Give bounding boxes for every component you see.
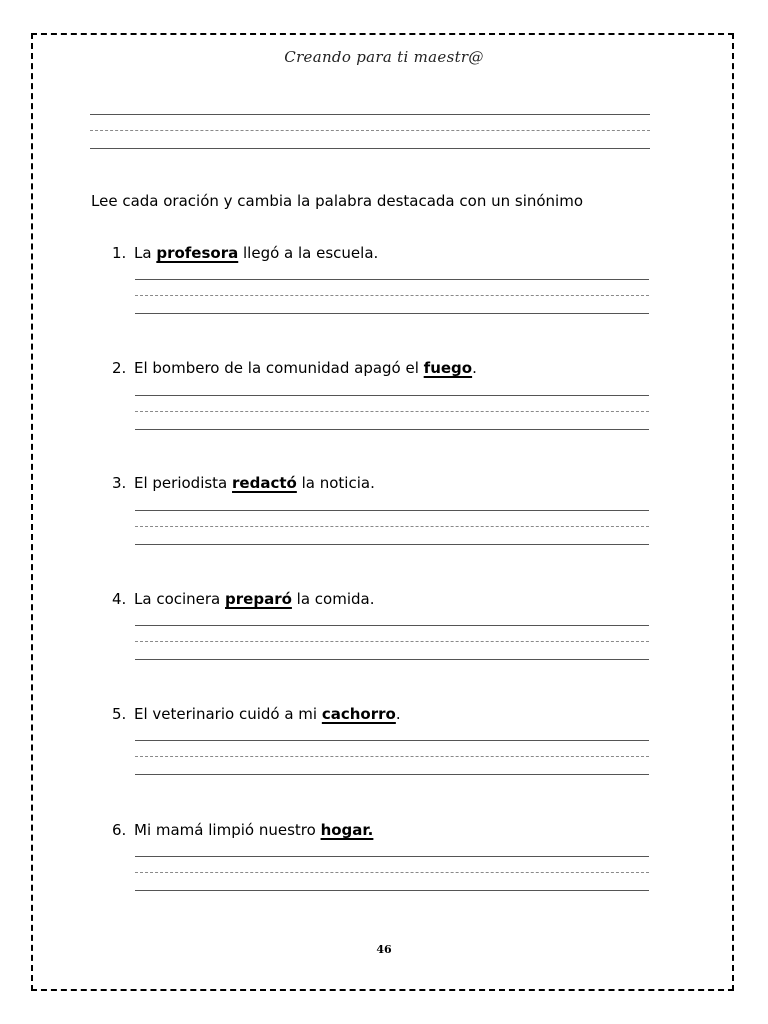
page-header: Creando para ti maestr@ <box>284 48 484 66</box>
sentence-before: El bombero de la comunidad apagó el <box>134 359 424 377</box>
highlighted-word: fuego <box>423 359 473 377</box>
sentence-before: La <box>134 244 157 262</box>
item-number: 2. <box>112 359 127 377</box>
item-number: 6. <box>112 821 127 839</box>
page-number: 46 <box>376 943 392 956</box>
sentence-before: La cocinera <box>134 590 226 608</box>
exercise-item-1 <box>112 244 378 262</box>
sentence-after: la noticia. <box>296 474 375 492</box>
sentence-before: El periodista <box>134 474 233 492</box>
sentence-after: la comida. <box>291 590 375 608</box>
item-number: 5. <box>112 705 127 723</box>
item-number: 4. <box>112 590 127 608</box>
sentence-after: . <box>395 705 401 723</box>
highlighted-word: cachorro <box>321 705 396 723</box>
highlighted-word: redactó <box>232 474 297 492</box>
sentence-before: Mi mamá limpió nuestro <box>134 821 321 839</box>
item-number: 3. <box>112 474 127 492</box>
header-writing-lines <box>90 114 650 150</box>
sentence-after: . <box>472 359 477 377</box>
item-number: 1. <box>112 244 127 262</box>
sentence-before: El veterinario cuidó a mi <box>134 705 322 723</box>
exercise-item-2 <box>112 359 477 377</box>
highlighted-word: profesora <box>156 244 239 262</box>
exercise-item-5 <box>112 705 401 723</box>
instruction-text: Lee cada oración y cambia la palabra destacada con un sinónimo <box>91 192 584 210</box>
highlighted-word: preparó <box>225 590 292 608</box>
answer-lines-2[interactable] <box>135 395 649 431</box>
exercise-item-6 <box>112 821 373 839</box>
answer-lines-5[interactable] <box>135 740 649 776</box>
sentence-after: llegó a la escuela. <box>238 244 379 262</box>
answer-lines-6[interactable] <box>135 856 649 892</box>
highlighted-word: hogar. <box>320 821 374 839</box>
exercise-item-4 <box>112 590 375 608</box>
answer-lines-1[interactable] <box>135 279 649 315</box>
answer-lines-4[interactable] <box>135 625 649 661</box>
answer-lines-3[interactable] <box>135 510 649 546</box>
exercise-item-3 <box>112 474 375 492</box>
